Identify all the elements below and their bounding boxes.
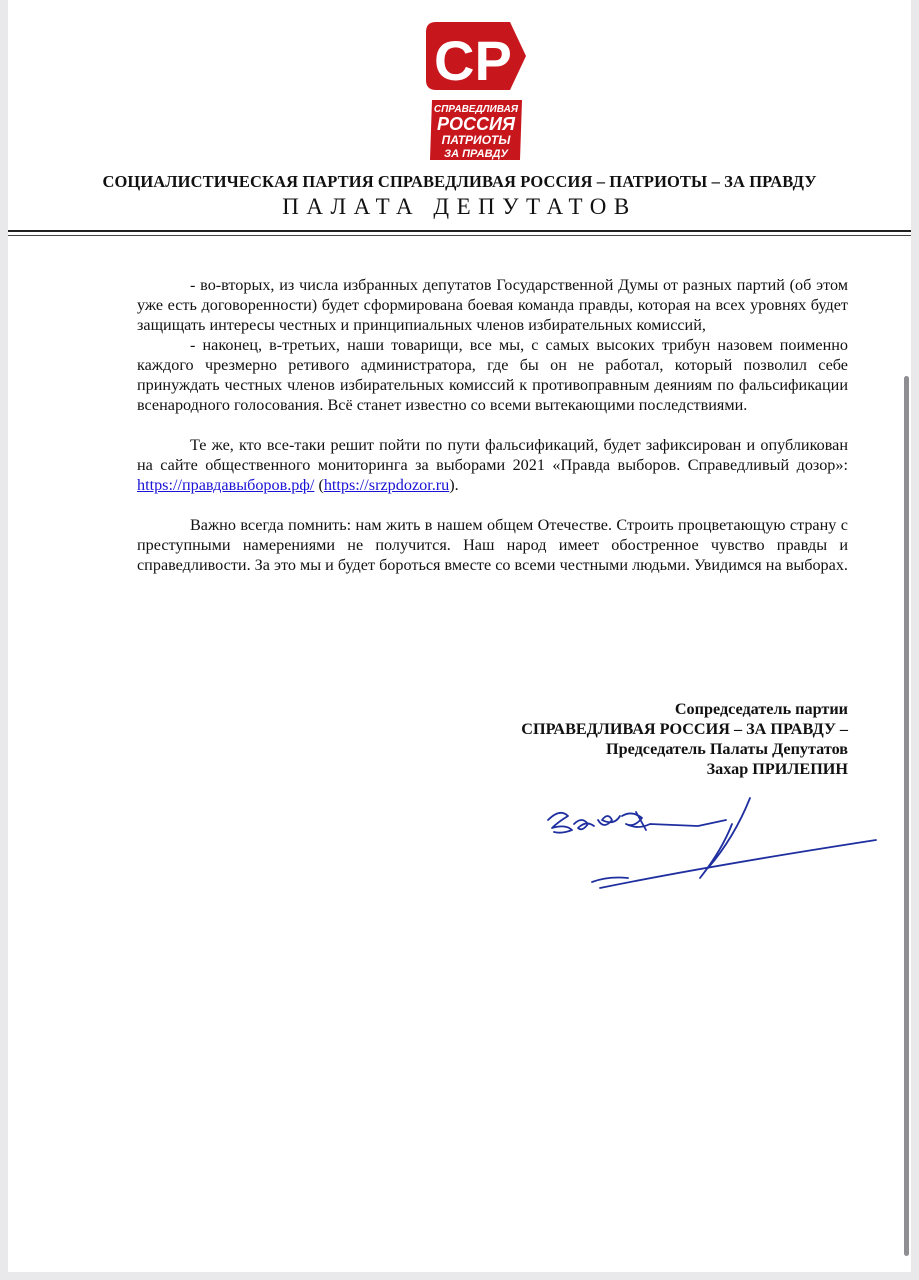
handwritten-signature bbox=[538, 790, 888, 900]
logo-line2: РОССИЯ bbox=[436, 114, 516, 134]
pravda-vyborov-link[interactable]: https://правдавыборов.рф/ bbox=[137, 476, 315, 494]
signatory-block bbox=[428, 699, 848, 779]
signatory-name: Захар ПРИЛЕПИН bbox=[706, 760, 848, 778]
logo-monogram: СР bbox=[434, 29, 512, 92]
logo-line3: ПАТРИОТЫ bbox=[441, 133, 511, 147]
letter-body bbox=[137, 275, 848, 575]
organization-name: СОЦИАЛИСТИЧЕСКАЯ ПАРТИЯ СПРАВЕДЛИВАЯ РОССИЯ – ПАТРИОТЫ – ЗА ПРАВДУ bbox=[102, 172, 817, 191]
vertical-scrollbar[interactable] bbox=[904, 376, 909, 1256]
srzpdozor-link[interactable]: https://srzpdozor.ru bbox=[323, 476, 450, 494]
header-divider bbox=[8, 230, 911, 232]
signatory-role: Сопредседатель партии bbox=[674, 700, 848, 718]
paragraph-monitoring: Те же, кто все-таки решит пойти по пути фальсификаций, будет зафиксирован и опубликован на сайте общественного мониторинга за выборами 2021 «Правда выборов. Справедливый дозор»: https://правдавыборов.рф/ (https://srzpdozor.ru). bbox=[137, 436, 848, 494]
logo-line4: ЗА ПРАВДУ bbox=[444, 148, 508, 160]
paragraph-secondly: - во-вторых, из числа избранных депутатов Государственной Думы от разных партий (об этом уже есть договоренности) будет сформирована боевая команда правды, которая на всех уровнях будет защищать интересы честных и принципиальных членов избирательных комиссий, bbox=[137, 276, 848, 334]
chamber-title: ПАЛАТА ДЕПУТАТОВ bbox=[282, 194, 637, 219]
header-divider-thin bbox=[8, 235, 911, 236]
paragraph-thirdly: - наконец, в-третьих, наши товарищи, все мы, с самых высоких трибун назовем поименно каждого чрезмерно ретивого администратора, где бы он не работал, который позволил себе принуждать честных членов избирательных комиссий к противоправным деяниям по фальсификации всенародного голосования. Всё станет известно со всеми вытекающими последствиями. bbox=[137, 336, 848, 414]
paragraph-closing: Важно всегда помнить: нам жить в нашем общем Отечестве. Строить процветающую страну с преступными намерениями не получится. Наш народ имеет обостренное чувство правды и справедливости. За это мы и будет бороться вместе со всеми честными людьми. Увидимся на выборах. bbox=[137, 516, 848, 574]
party-logo bbox=[422, 18, 528, 162]
signatory-position: Председатель Палаты Депутатов bbox=[606, 740, 848, 758]
signatory-party: СПРАВЕДЛИВАЯ РОССИЯ – ЗА ПРАВДУ – bbox=[521, 720, 848, 738]
logo-line1: СПРАВЕДЛИВАЯ bbox=[433, 104, 519, 115]
document-page bbox=[8, 0, 911, 1272]
